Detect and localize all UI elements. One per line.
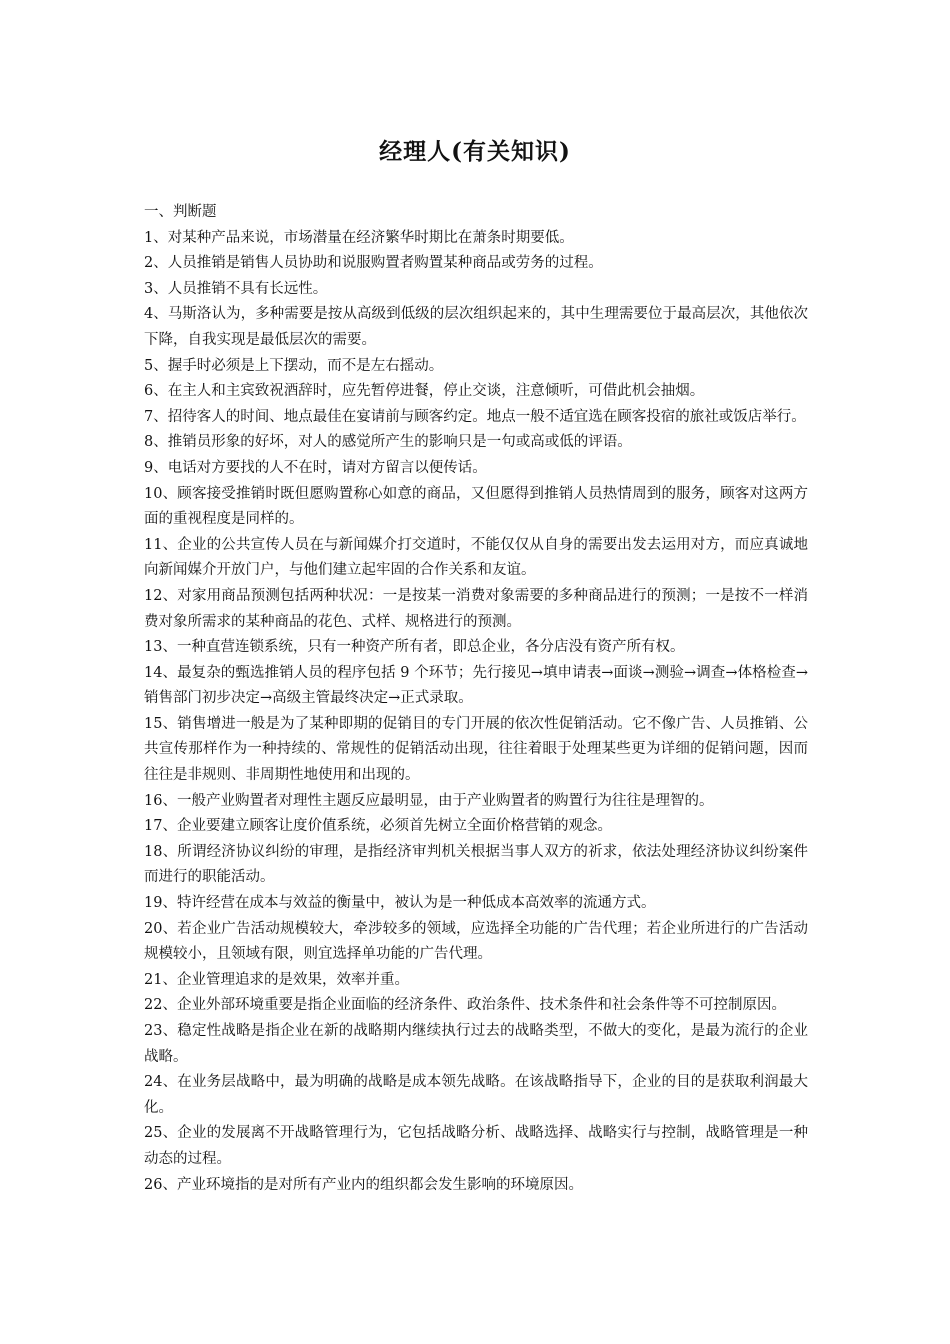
question-item-9: 9、电话对方要找的人不在时，请对方留言以便传话。 [144,459,487,476]
question-item-7: 7、招待客人的时间、地点最佳在宴请前与顾客约定。地点一般不适宜选在顾客投宿的旅社或饭店举行。 [144,408,806,425]
question-item-3: 3、人员推销不具有长远性。 [144,280,328,297]
question-item-1: 1、对某种产品来说，市场潜量在经济繁华时期比在萧条时期要低。 [144,229,574,246]
question-item-15: 15、销售增进一般是为了某种即期的促销目的专门开展的依次性促销活动。它不像广告、人员推销、公共宣传那样作为一种持续的、常规性的促销活动出现，往往着眼于处理某些更为详细的促销问题，因而往往是非规则、非周期性地使用和出现的。 [144,715,808,784]
question-item-11: 11、企业的公共宣传人员在与新闻媒介打交道时，不能仅仅从自身的需要出发去运用对方，而应真诚地向新闻媒介开放门户，与他们建立起牢固的合作关系和友谊。 [144,536,808,579]
question-item-8: 8、推销员形象的好坏，对人的感觉所产生的影响只是一句或高或低的评语。 [144,434,632,451]
question-item-22: 22、企业外部环境重要是指企业面临的经济条件、政治条件、技术条件和社会条件等不可控制原因。 [144,997,786,1014]
question-item-24: 24、在业务层战略中，最为明确的战略是成本领先战略。在该战略指导下，企业的目的是获取利润最大化。 [144,1074,808,1116]
section-heading: 一、判断题 [144,204,217,220]
question-item-19: 19、特许经营在成本与效益的衡量中，被认为是一种低成本高效率的流通方式。 [144,895,656,912]
question-item-25: 25、企业的发展离不开战略管理行为，它包括战略分析、战略选择、战略实行与控制，战略管理是一种动态的过程。 [144,1125,808,1167]
question-item-20: 20、若企业广告活动规模较大，牵涉较多的领域，应选择全功能的广告代理；若企业所进行的广告活动规模较小，且领域有限，则宜选择单功能的广告代理。 [144,920,808,963]
document-body [144,200,808,1198]
question-item-14: 14、最复杂的甄选推销人员的程序包括 9 个环节；先行接见→填申请表→面谈→测验→调查→体格检查→销售部门初步决定→高级主管最终决定→正式录取。 [144,664,808,707]
question-item-6: 6、在主人和主宾致祝酒辞时，应先暂停进餐，停止交谈，注意倾听，可借此机会抽烟。 [144,383,705,400]
question-item-23: 23、稳定性战略是指企业在新的战略期内继续执行过去的战略类型，不做大的变化，是最为流行的企业战略。 [144,1023,808,1065]
question-item-4: 4、马斯洛认为，多种需要是按从高级到低级的层次组织起来的，其中生理需要位于最高层次，其他依次下降，自我实现是最低层次的需要。 [144,306,808,348]
question-item-13: 13、一种直营连锁系统，只有一种资产所有者，即总企业，各分店没有资产所有权。 [144,639,685,656]
question-item-5: 5、握手时必须是上下摆动，而不是左右摇动。 [144,357,444,374]
question-item-2: 2、人员推销是销售人员协助和说服购置者购置某种商品或劳务的过程。 [144,255,603,272]
question-item-16: 16、一般产业购置者对理性主题反应最明显，由于产业购置者的购置行为往往是理智的。 [144,792,714,809]
question-item-26: 26、产业环境指的是对所有产业内的组织都会发生影响的环境原因。 [144,1176,583,1193]
document-title: 经理人(有关知识) [379,138,571,165]
question-item-18: 18、所谓经济协议纠纷的审理，是指经济审判机关根据当事人双方的祈求，依法处理经济协议纠纷案件而进行的职能活动。 [144,843,808,886]
question-item-21: 21、企业管理追求的是效果，效率并重。 [144,971,409,988]
question-item-10: 10、顾客接受推销时既但愿购置称心如意的商品，又但愿得到推销人员热情周到的服务，顾客对这两方面的重视程度是同样的。 [144,485,808,528]
question-item-17: 17、企业要建立顾客让度价值系统，必须首先树立全面价格营销的观念。 [144,818,612,835]
question-item-12: 12、对家用商品预测包括两种状况：一是按某一消费对象需要的多种商品进行的预测；一是按不一样消费对象所需求的某种商品的花色、式样、规格进行的预测。 [144,587,808,630]
